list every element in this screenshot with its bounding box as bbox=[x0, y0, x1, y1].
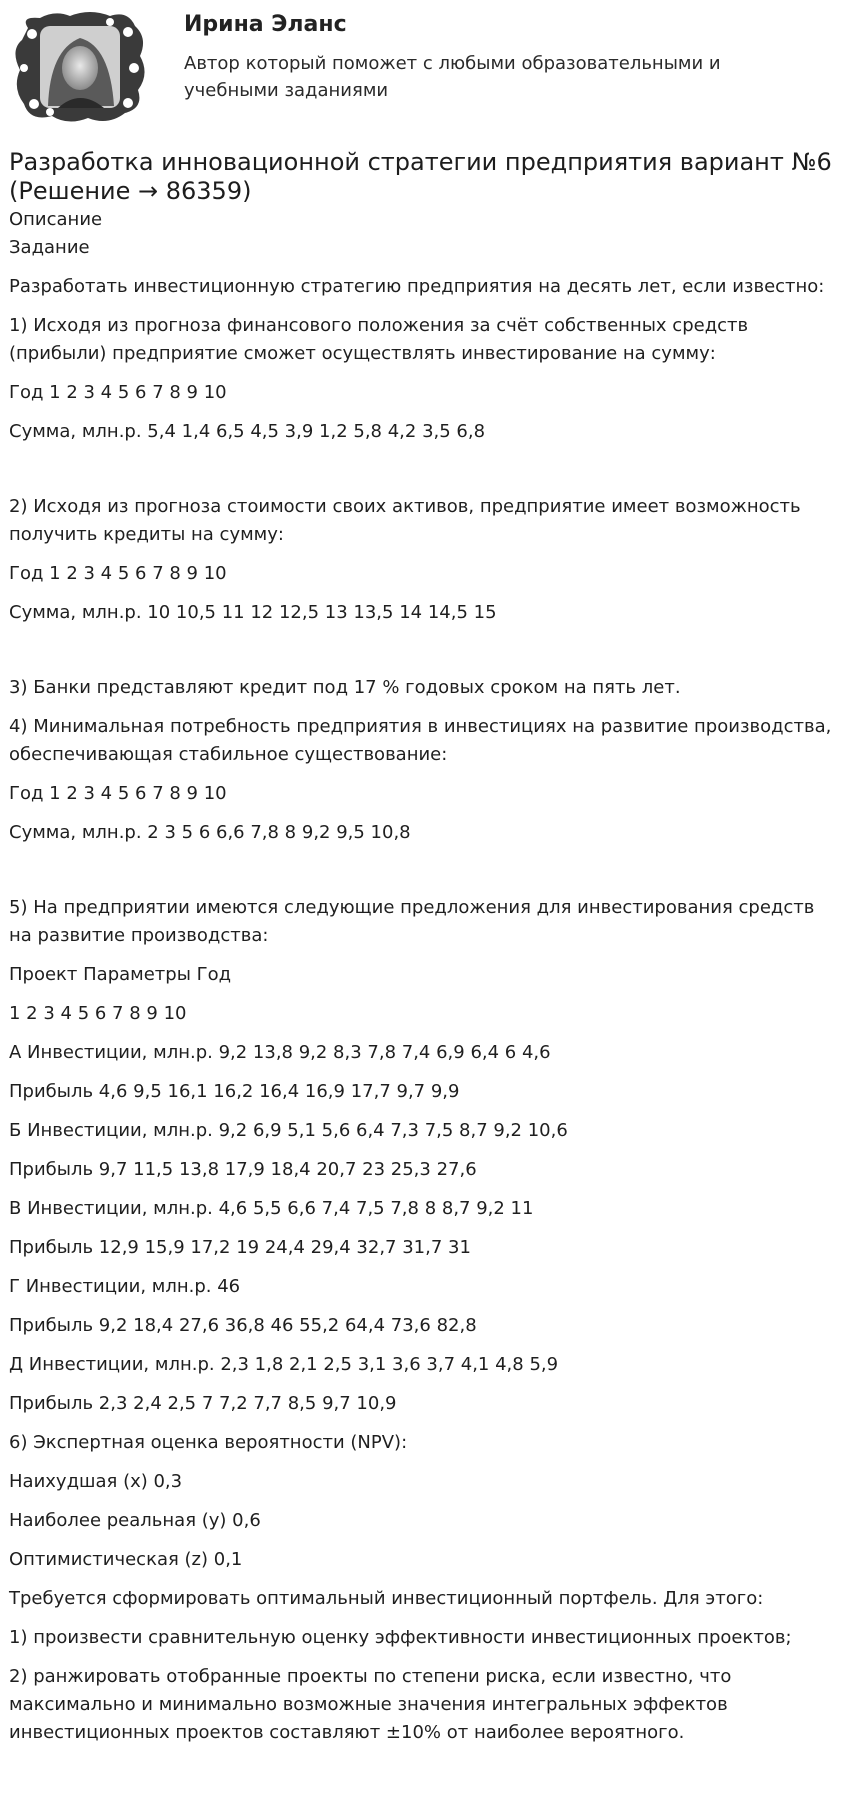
table-row: Прибыль 4,6 9,5 16,1 16,2 16,4 16,9 17,7 9,7 9,9 bbox=[9, 1081, 460, 1102]
table-row: Год 1 2 3 4 5 6 7 8 9 10 bbox=[9, 563, 227, 584]
table-row: Г Инвестиции, млн.р. 46 bbox=[9, 1276, 241, 1297]
author-photo-icon[interactable] bbox=[10, 8, 150, 126]
table-row: Сумма, млн.р. 5,4 1,4 6,5 4,5 3,9 1,2 5,8 4,2 3,5 6,8 bbox=[9, 421, 486, 442]
paragraph: 6) Экспертная оценка вероятности (NPV): bbox=[9, 1432, 408, 1453]
table-row: А Инвестиции, млн.р. 9,2 13,8 9,2 8,3 7,8 7,4 6,9 6,4 6 4,6 bbox=[9, 1042, 551, 1063]
table-row: Сумма, млн.р. 10 10,5 11 12 12,5 13 13,5 14 14,5 15 bbox=[9, 602, 497, 623]
page-title: Разработка инновационной стратегии предприятия вариант №6 (Решение → 86359) bbox=[9, 148, 832, 205]
table-row: Прибыль 2,3 2,4 2,5 7 7,2 7,7 8,5 9,7 10,9 bbox=[9, 1393, 397, 1414]
table-row: Год 1 2 3 4 5 6 7 8 9 10 bbox=[9, 783, 227, 804]
paragraph: 1) Исходя из прогноза финансового положения за счёт собственных средств (прибыли) предприятие сможет осуществлять инвестирование на сумму: bbox=[9, 315, 749, 364]
task-label: Задание bbox=[9, 237, 90, 258]
table-row: Прибыль 12,9 15,9 17,2 19 24,4 29,4 32,7 31,7 31 bbox=[9, 1237, 471, 1258]
paragraph: 2) ранжировать отобранные проекты по степени риска, если известно, что максимально и минимально возможные значения интегральных эффектов инвестиционных проектов составляют ±10% от наиболее вероятного. bbox=[9, 1666, 732, 1743]
paragraph: 2) Исходя из прогноза стоимости своих активов, предприятие имеет возможность получить кредиты на сумму: bbox=[9, 496, 801, 545]
table-row: Наихудшая (x) 0,3 bbox=[9, 1471, 183, 1492]
author-description: Автор который поможет с любыми образовательными и учебными заданиями bbox=[184, 53, 721, 101]
table-row: Б Инвестиции, млн.р. 9,2 6,9 5,1 5,6 6,4 7,3 7,5 8,7 9,2 10,6 bbox=[9, 1120, 568, 1141]
paragraph: 4) Минимальная потребность предприятия в инвестициях на развитие производства, обеспечивающая стабильное существование: bbox=[9, 716, 832, 765]
description-label: Описание bbox=[9, 209, 103, 230]
paragraph: 3) Банки представляют кредит под 17 % годовых сроком на пять лет. bbox=[9, 677, 681, 698]
author-name[interactable]: Ирина Эланс bbox=[184, 12, 347, 37]
table-row: 1 2 3 4 5 6 7 8 9 10 bbox=[9, 1003, 187, 1024]
paragraph: 1) произвести сравнительную оценку эффективности инвестиционных проектов; bbox=[9, 1627, 792, 1648]
document-body bbox=[9, 206, 839, 1747]
table-row: Проект Параметры Год bbox=[9, 964, 232, 985]
paragraph: 5) На предприятии имеются следующие предложения для инвестирования средств на развитие производства: bbox=[9, 897, 815, 946]
author-card bbox=[0, 0, 847, 136]
table-row: Прибыль 9,2 18,4 27,6 36,8 46 55,2 64,4 73,6 82,8 bbox=[9, 1315, 477, 1336]
table-row: В Инвестиции, млн.р. 4,6 5,5 6,6 7,4 7,5 7,8 8 8,7 9,2 11 bbox=[9, 1198, 534, 1219]
table-row: Прибыль 9,7 11,5 13,8 17,9 18,4 20,7 23 25,3 27,6 bbox=[9, 1159, 477, 1180]
table-row: Год 1 2 3 4 5 6 7 8 9 10 bbox=[9, 382, 227, 403]
paragraph: Разработать инвестиционную стратегию предприятия на десять лет, если известно: bbox=[9, 276, 825, 297]
table-row: Оптимистическая (z) 0,1 bbox=[9, 1549, 243, 1570]
table-row: Сумма, млн.р. 2 3 5 6 6,6 7,8 8 9,2 9,5 10,8 bbox=[9, 822, 411, 843]
table-row: Наиболее реальная (y) 0,6 bbox=[9, 1510, 261, 1531]
table-row: Д Инвестиции, млн.р. 2,3 1,8 2,1 2,5 3,1 3,6 3,7 4,1 4,8 5,9 bbox=[9, 1354, 559, 1375]
paragraph: Требуется сформировать оптимальный инвестиционный портфель. Для этого: bbox=[9, 1588, 764, 1609]
